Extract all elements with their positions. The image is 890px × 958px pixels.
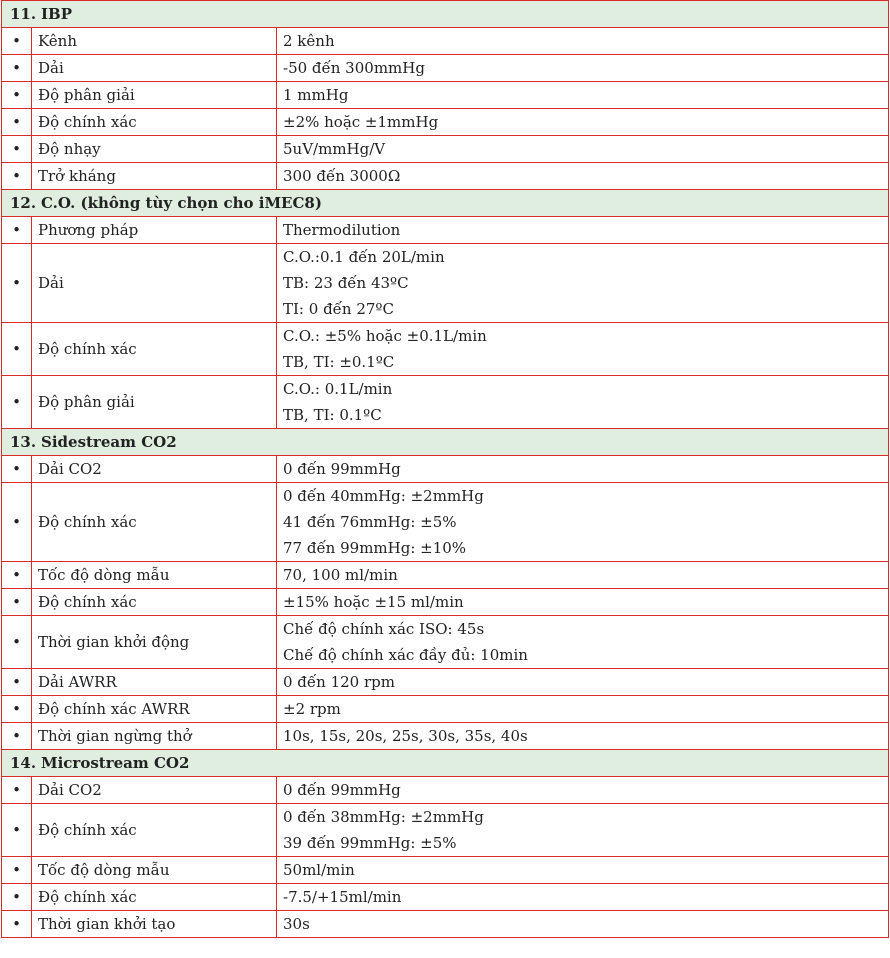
section-header	[2, 190, 889, 217]
spec-value-line: 70, 100 ml/min	[283, 566, 398, 584]
spec-label: Dải CO2	[32, 456, 277, 483]
spec-label: Dải AWRR	[32, 669, 277, 696]
spec-label: Độ chính xác	[32, 589, 277, 616]
spec-label: Độ nhạy	[32, 136, 277, 163]
spec-value	[277, 884, 889, 911]
spec-row	[2, 376, 889, 429]
section-number: 11.	[10, 5, 37, 23]
spec-value-line: 77 đến 99mmHg: ±10%	[283, 539, 467, 557]
bullet-icon: •	[2, 28, 32, 55]
bullet-icon: •	[2, 55, 32, 82]
spec-value	[277, 109, 889, 136]
section-header	[2, 1, 889, 28]
spec-label: Độ chính xác	[32, 884, 277, 911]
section-header-row	[2, 190, 889, 217]
spec-value	[277, 669, 889, 696]
spec-label: Trở kháng	[32, 163, 277, 190]
spec-row	[2, 669, 889, 696]
spec-row	[2, 244, 889, 323]
spec-value-line: C.O.: 0.1L/min	[283, 380, 393, 398]
section-header	[2, 429, 889, 456]
spec-value-line: 0 đến 99mmHg	[283, 781, 401, 799]
spec-row	[2, 323, 889, 376]
spec-value-line: 300 đến 3000Ω	[283, 167, 401, 185]
spec-row	[2, 82, 889, 109]
spec-label: Thời gian ngừng thở	[32, 723, 277, 750]
section-title: Microstream CO2	[41, 754, 190, 772]
spec-value-line: C.O.:0.1 đến 20L/min	[283, 248, 445, 266]
bullet-icon: •	[2, 616, 32, 669]
section-header-row	[2, 1, 889, 28]
spec-value-line: -50 đến 300mmHg	[283, 59, 425, 77]
spec-row	[2, 483, 889, 562]
bullet-icon: •	[2, 696, 32, 723]
spec-row	[2, 163, 889, 190]
bullet-icon: •	[2, 456, 32, 483]
section-number: 13.	[10, 433, 37, 451]
bullet-icon: •	[2, 483, 32, 562]
spec-value-line: 10s, 15s, 20s, 25s, 30s, 35s, 40s	[283, 727, 528, 745]
spec-row	[2, 55, 889, 82]
spec-value	[277, 244, 889, 323]
spec-label: Độ chính xác	[32, 323, 277, 376]
spec-value	[277, 777, 889, 804]
bullet-icon: •	[2, 376, 32, 429]
spec-value	[277, 911, 889, 938]
spec-value-line: ±2 rpm	[283, 700, 341, 718]
spec-value-line: ±2% hoặc ±1mmHg	[283, 113, 439, 131]
spec-row	[2, 616, 889, 669]
spec-value-line: 41 đến 76mmHg: ±5%	[283, 513, 457, 531]
spec-value	[277, 616, 889, 669]
spec-value-line: Thermodilution	[283, 221, 401, 239]
bullet-icon: •	[2, 669, 32, 696]
spec-label: Dải	[32, 55, 277, 82]
spec-label: Tốc độ dòng mẫu	[32, 562, 277, 589]
spec-value-line: 5uV/mmHg/V	[283, 140, 386, 158]
spec-row	[2, 804, 889, 857]
spec-value-line: 0 đến 40mmHg: ±2mmHg	[283, 487, 484, 505]
spec-label: Dải CO2	[32, 777, 277, 804]
spec-value-line: 1 mmHg	[283, 86, 349, 104]
bullet-icon: •	[2, 217, 32, 244]
bullet-icon: •	[2, 911, 32, 938]
spec-label: Thời gian khởi động	[32, 616, 277, 669]
spec-row	[2, 911, 889, 938]
spec-row	[2, 562, 889, 589]
bullet-icon: •	[2, 82, 32, 109]
bullet-icon: •	[2, 777, 32, 804]
section-header	[2, 750, 889, 777]
spec-label: Dải	[32, 244, 277, 323]
spec-label: Thời gian khởi tạo	[32, 911, 277, 938]
spec-value	[277, 696, 889, 723]
section-header-row	[2, 429, 889, 456]
spec-value	[277, 82, 889, 109]
spec-label: Phương pháp	[32, 217, 277, 244]
spec-value-line: TB, TI: 0.1ºC	[283, 406, 382, 424]
spec-value	[277, 589, 889, 616]
spec-value	[277, 857, 889, 884]
spec-value	[277, 804, 889, 857]
spec-value-line: TB: 23 đến 43ºC	[283, 274, 409, 292]
bullet-icon: •	[2, 562, 32, 589]
spec-value-line: TB, TI: ±0.1ºC	[283, 353, 395, 371]
spec-row	[2, 217, 889, 244]
spec-value-line: 30s	[283, 915, 310, 933]
bullet-icon: •	[2, 857, 32, 884]
spec-row	[2, 884, 889, 911]
spec-row	[2, 696, 889, 723]
spec-row	[2, 857, 889, 884]
section-title: C.O. (không tùy chọn cho iMEC8)	[41, 194, 322, 212]
spec-value-line: 0 đến 99mmHg	[283, 460, 401, 478]
section-number: 14.	[10, 754, 37, 772]
spec-value	[277, 376, 889, 429]
spec-value-line: 0 đến 38mmHg: ±2mmHg	[283, 808, 484, 826]
spec-table-body	[2, 1, 889, 938]
spec-value-line: C.O.: ±5% hoặc ±0.1L/min	[283, 327, 487, 345]
bullet-icon: •	[2, 884, 32, 911]
section-title: Sidestream CO2	[41, 433, 177, 451]
spec-label: Độ chính xác	[32, 109, 277, 136]
spec-label: Tốc độ dòng mẫu	[32, 857, 277, 884]
spec-value-line: 39 đến 99mmHg: ±5%	[283, 834, 457, 852]
spec-row	[2, 777, 889, 804]
spec-value	[277, 55, 889, 82]
bullet-icon: •	[2, 723, 32, 750]
spec-label: Kênh	[32, 28, 277, 55]
bullet-icon: •	[2, 136, 32, 163]
spec-value	[277, 456, 889, 483]
spec-row	[2, 723, 889, 750]
spec-value	[277, 562, 889, 589]
spec-value-line: TI: 0 đến 27ºC	[283, 300, 394, 318]
spec-value-line: 2 kênh	[283, 32, 335, 50]
spec-row	[2, 456, 889, 483]
bullet-icon: •	[2, 163, 32, 190]
bullet-icon: •	[2, 244, 32, 323]
spec-label: Độ chính xác	[32, 804, 277, 857]
bullet-icon: •	[2, 804, 32, 857]
bullet-icon: •	[2, 323, 32, 376]
spec-row	[2, 136, 889, 163]
spec-row	[2, 28, 889, 55]
spec-label: Độ phân giải	[32, 82, 277, 109]
spec-value	[277, 323, 889, 376]
bullet-icon: •	[2, 109, 32, 136]
bullet-icon: •	[2, 589, 32, 616]
spec-value-line: 50ml/min	[283, 861, 355, 879]
spec-row	[2, 589, 889, 616]
spec-value	[277, 483, 889, 562]
spec-value	[277, 28, 889, 55]
spec-value	[277, 163, 889, 190]
spec-label: Độ chính xác AWRR	[32, 696, 277, 723]
spec-value-line: Chế độ chính xác ISO: 45s	[283, 620, 485, 638]
spec-value-line: Chế độ chính xác đầy đủ: 10min	[283, 646, 528, 664]
spec-label: Độ chính xác	[32, 483, 277, 562]
spec-value-line: -7.5/+15ml/min	[283, 888, 402, 906]
section-number: 12.	[10, 194, 37, 212]
spec-value	[277, 217, 889, 244]
section-title: IBP	[41, 5, 72, 23]
spec-label: Độ phân giải	[32, 376, 277, 429]
spec-value	[277, 136, 889, 163]
spec-table	[1, 0, 889, 938]
spec-value	[277, 723, 889, 750]
section-header-row	[2, 750, 889, 777]
spec-value-line: 0 đến 120 rpm	[283, 673, 395, 691]
spec-value-line: ±15% hoặc ±15 ml/min	[283, 593, 464, 611]
spec-row	[2, 109, 889, 136]
